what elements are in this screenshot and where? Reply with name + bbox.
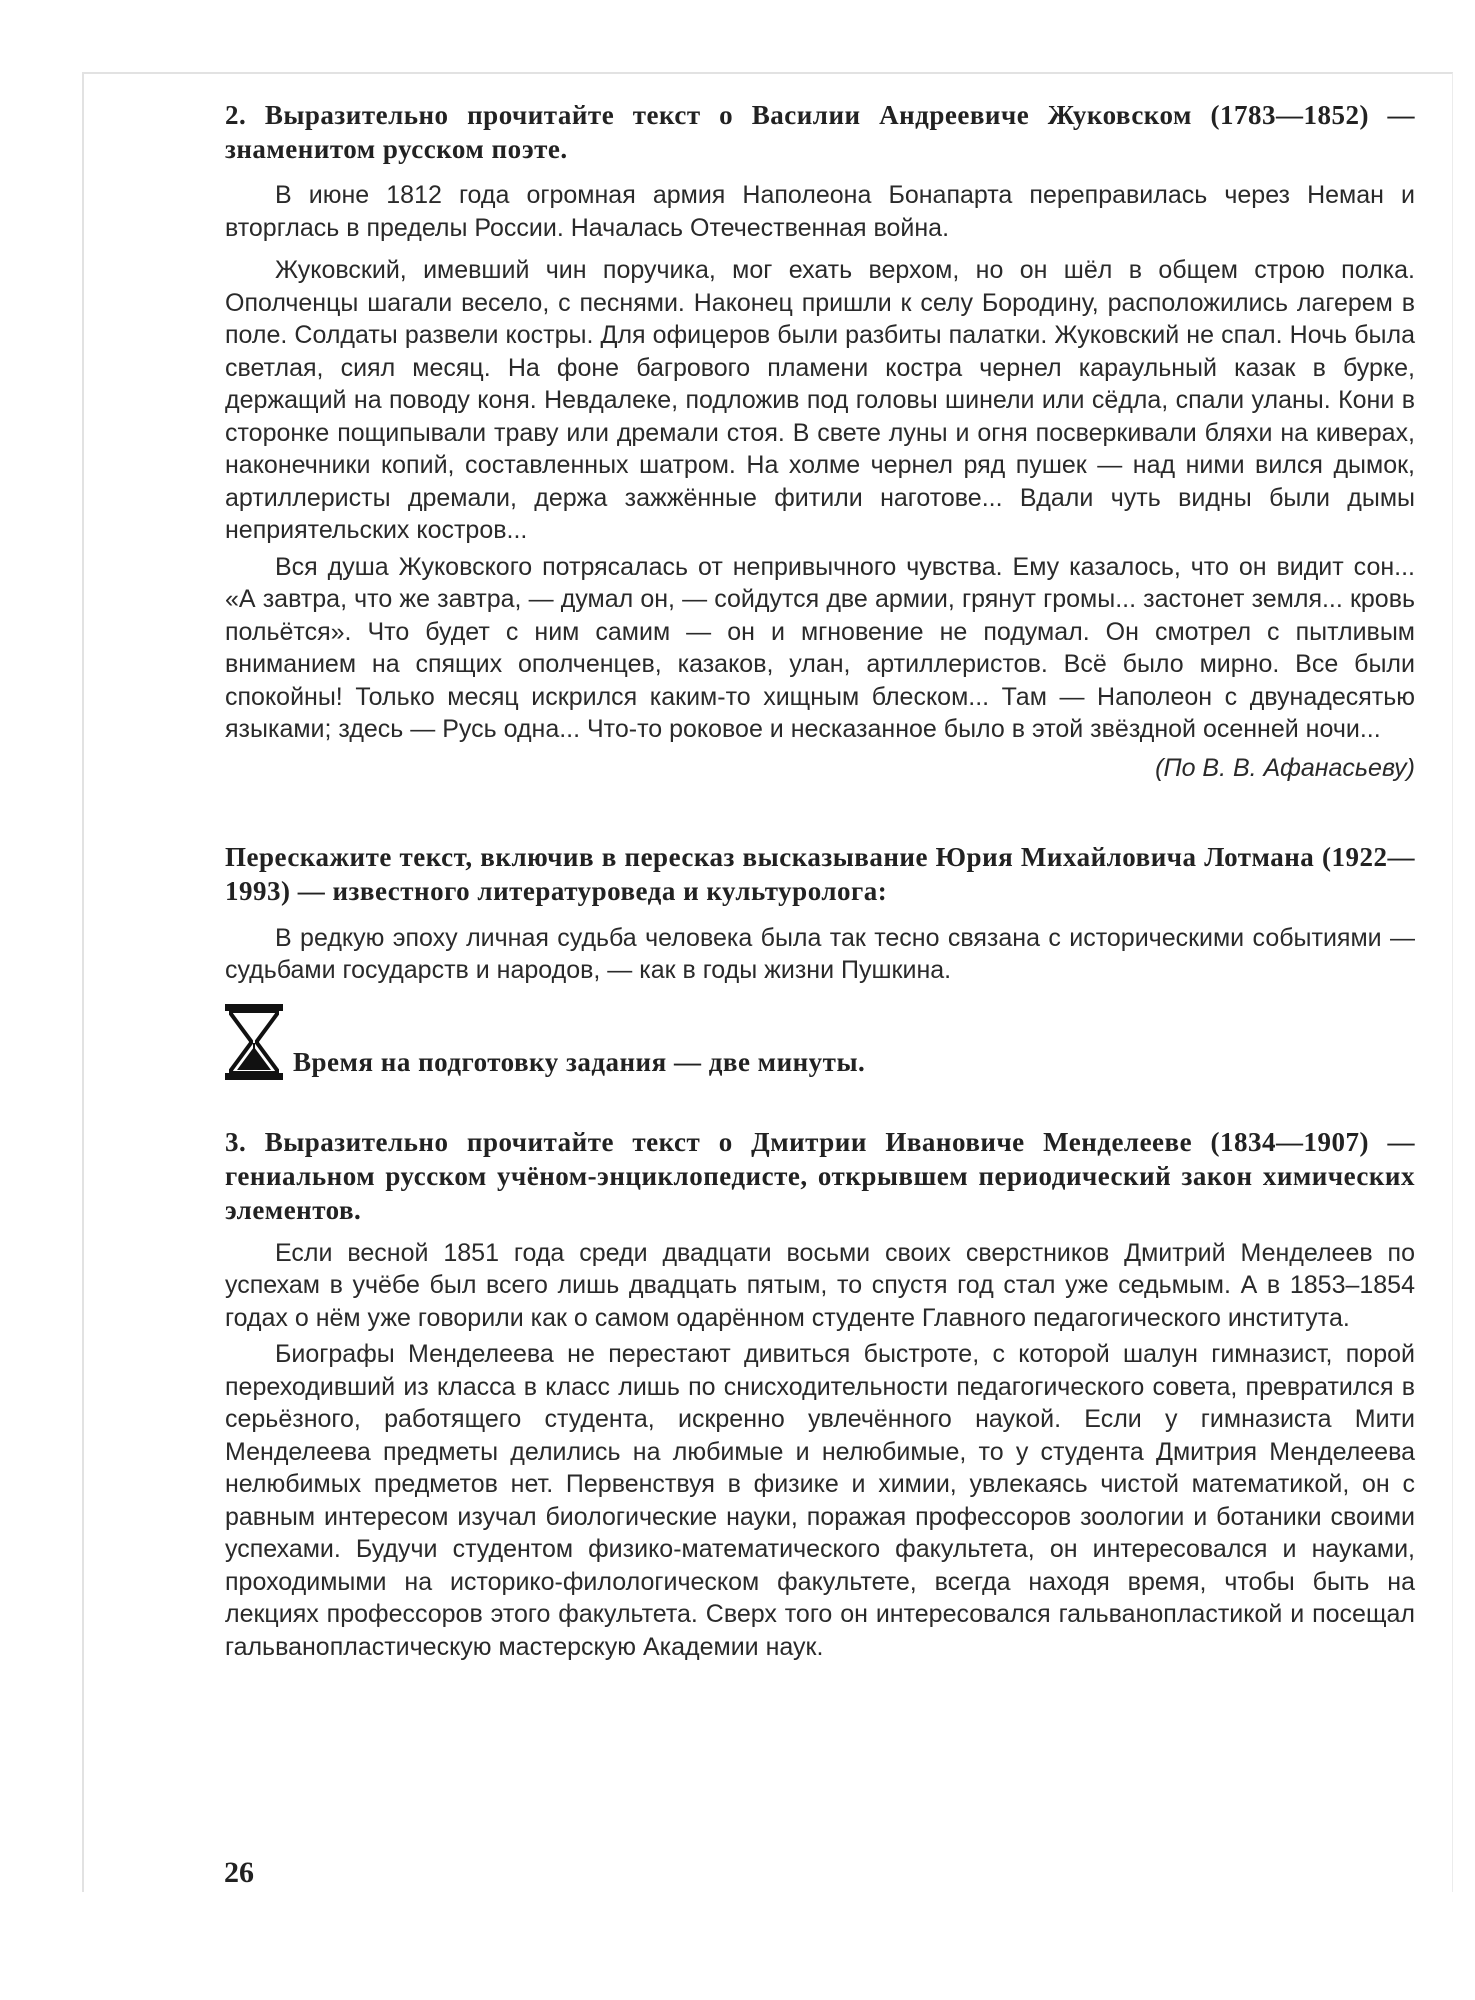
prep-time-text: Время на подготовку задания — две минуты. [293, 1046, 866, 1077]
task-2-paragraph: Жуковский, имевший чин поручика, мог ехать верхом, но он шёл в общем строю полка. Ополченцы шагали весело, с песнями. Наконец пришли к селу Бородину, расположились лагерем в поле. Солдаты развели костры. Для офицеров были разбиты палатки. Жуковский не спал. Ночь была светлая, сиял месяц. На фоне багрового пламени костра чернел караульный казак в бурке, держащий на поводу коня. Невдалеке, подложив под головы шинели или сёдла, спали уланы. Кони в сторонке пощипывали траву или дремали стоя. В свете луны и огня посверкивали бляхи на киверах, наконечники копий, составленных шатром. На холме чернел ряд пушек — над ними вился дымок, артиллеристы дремали, держа зажжённые фитили наготове... Вдали чуть видны были дымы неприятельских костров... [225, 256, 1415, 544]
page-number: 26 [224, 1856, 254, 1889]
task-3-paragraph: Биографы Менделеева не перестают дивиться быстроте, с которой шалун гимназист, порой переходивший из класса в класс лишь по снисходительности педагогического совета, превратился в серьёзного, работящего студента, искренно увлечённого наукой. Если у гимназиста Мити Менделеева предметы делились на любимые и нелюбимые, то у студента Дмитрия Менделеева нелюбимых предметов нет. Первенствуя в физике и химии, увлекаясь чистой математикой, он с равным интересом изучал биологические науки, поражая профессоров зоологии и ботаники своими успехами. Будучи студентом физико-математического факультета, он интересовался и науками, проходимыми на историко-филологическом факультете, всегда находя время, чтобы быть на лекциях профессоров этого факультета. Сверх того он интересовался гальванопластикой и посещал гальванопластическую мастерскую Академии наук. [225, 1340, 1415, 1661]
task-3-heading: 3. Выразительно прочитайте текст о Дмитрии Ивановиче Менделееве (1834—1907) — гениальном русском учёном-энциклопедисте, открывшем периодический закон химических элементов. [225, 1126, 1415, 1225]
task-3 [225, 1125, 1415, 1664]
lotman-quote: В редкую эпоху личная судьба человека была так тесно связана с историческими событиями — судьбами государств и народов, — как в годы жизни Пушкина. [225, 923, 1415, 984]
task-2-heading: 2. Выразительно прочитайте текст о Василии Андреевиче Жуковском (1783—1852) — знаменитом русском поэте. [225, 100, 1415, 164]
retell-heading: Перескажите текст, включив в пересказ высказывание Юрия Михайловича Лотмана (1922—1993) — известного литературоведа и культуролога: [225, 841, 1415, 906]
task-2 [225, 98, 1415, 784]
retell-task [225, 840, 1415, 987]
page-content [225, 98, 1415, 1663]
task-2-paragraph: Вся душа Жуковского потрясалась от непривычного чувства. Ему казалось, что он видит сон... «А завтра, что же завтра, — думал он, — сойдутся две армии, грянут громы... застонет земля... кровь польётся». Что будет с ним самим — он и мгновение не подумал. Он смотрел с пытливым вниманием на спящих ополченцев, казаков, улан, артиллеристов. Всё было мирно. Все были спокойны! Только месяц искрился каким-то хищным блеском... Там — Наполеон с двунадесятью языками; здесь — Русь одна... Что-то роковое и несказанное было в этой звёздной осенней ночи... [225, 552, 1415, 743]
prep-time-row [222, 1003, 1415, 1081]
text-source: (По В. В. Афанасьеву) [1155, 753, 1415, 782]
task-2-paragraph: В июне 1812 года огромная армия Наполеона Бонапарта переправилась через Неман и вторглась в пределы России. Началась Отечественная война. [225, 181, 1415, 242]
hourglass-icon [222, 1003, 286, 1081]
task-3-paragraph: Если весной 1851 года среди двадцати восьми своих сверстников Дмитрий Менделеев по успехам в учёбе был всего лишь двадцать пятым, то спустя год стал уже седьмым. А в 1853–1854 годах о нём уже говорили как о самом одарённом студенте Главного педагогического института. [225, 1238, 1415, 1332]
